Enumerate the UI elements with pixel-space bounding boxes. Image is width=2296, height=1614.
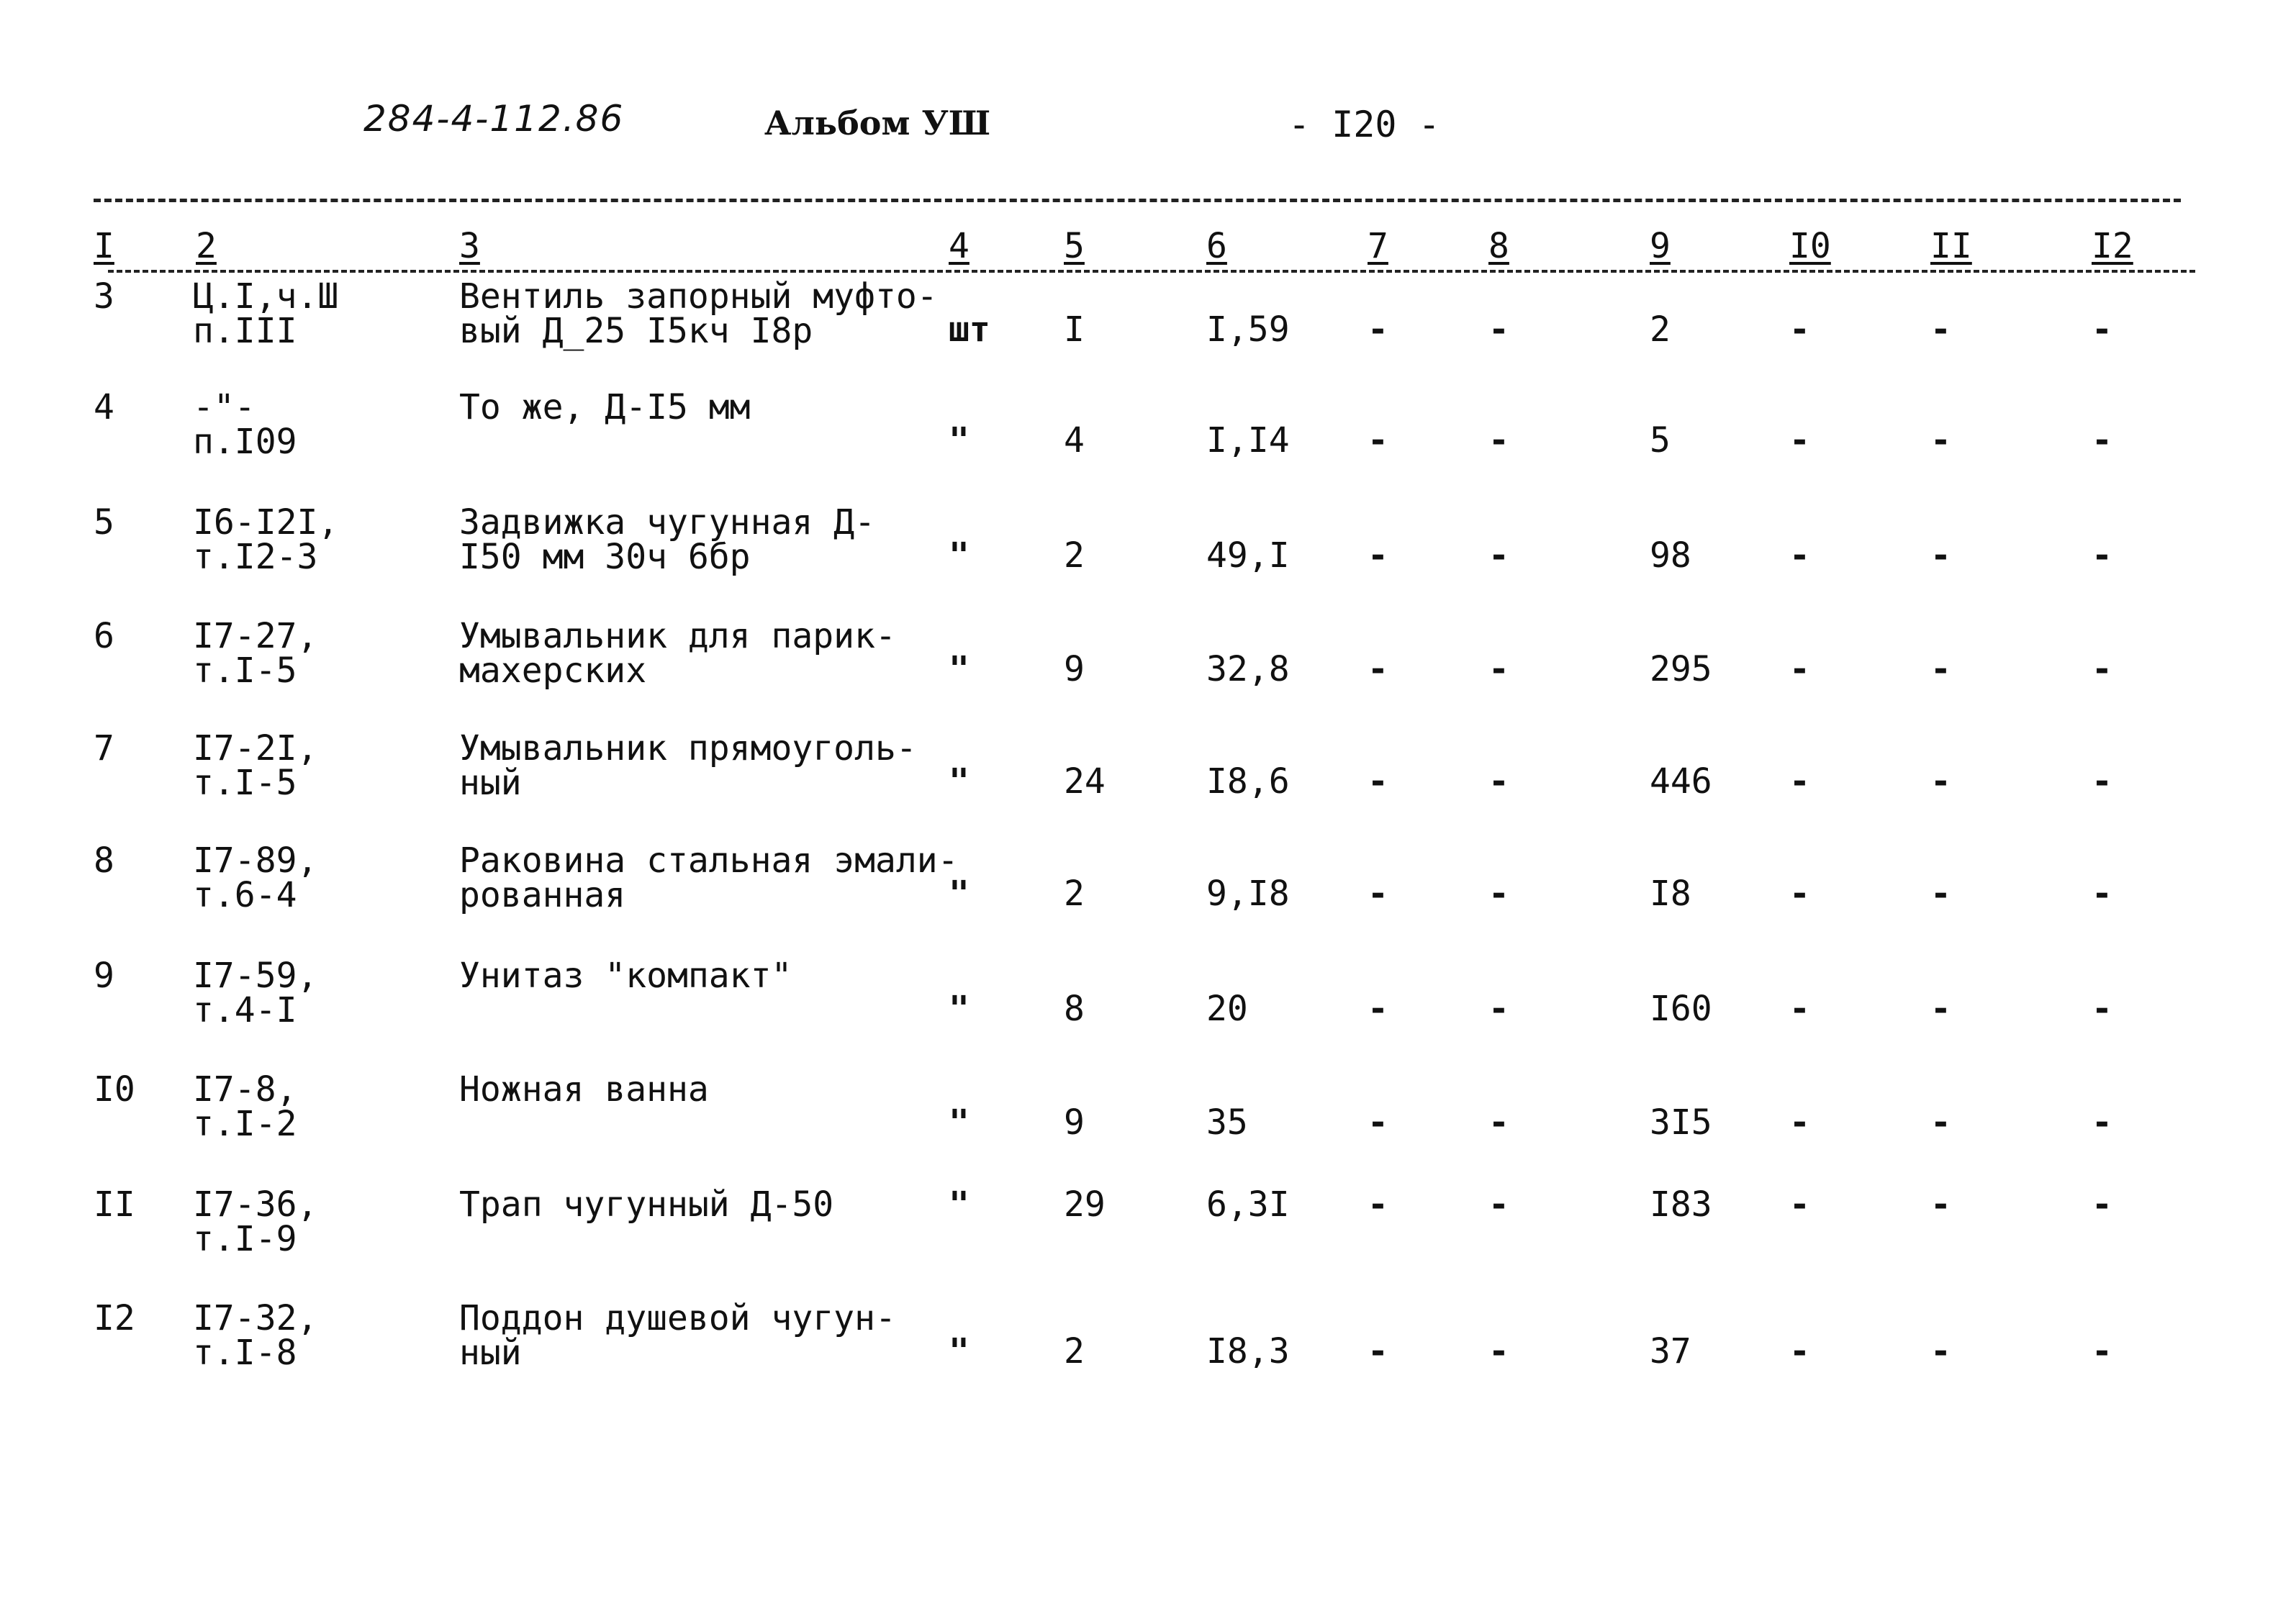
col8-cell: - [1488,761,1509,802]
row-number: I0 [94,1069,135,1110]
name-line-1: Задвижка чугунная Д- [459,502,875,543]
table-row [0,502,2296,613]
col11-cell: - [1930,761,1951,802]
col7-cell: - [1368,989,1388,1029]
reference-line-2: п.I09 [193,422,297,462]
reference-cell [193,1069,297,1144]
name-cell [459,1184,834,1225]
col11-cell: - [1930,420,1951,461]
unit-cell: " [949,1184,970,1225]
col9-cell: 3I5 [1650,1102,1712,1143]
reference-line-2: п.III [193,311,297,351]
col9-cell: 98 [1650,535,1691,576]
table-row [0,276,2296,387]
quantity-cell: 4 [1064,420,1085,461]
col8-cell: - [1488,420,1509,461]
table-row [0,616,2296,727]
col8-cell: - [1488,989,1509,1029]
col11-cell: - [1930,989,1951,1029]
reference-line-2: т.4-I [193,990,297,1030]
col12-cell: - [2092,989,2112,1029]
quantity-cell: 2 [1064,1331,1085,1372]
col9-cell: 37 [1650,1331,1691,1372]
col8-cell: - [1488,1331,1509,1372]
column-number: I0 [1789,226,1831,266]
column-number: 8 [1488,226,1509,266]
column-number: 3 [459,226,480,266]
col10-cell: - [1789,309,1810,350]
reference-cell [193,502,339,577]
page-number: - I20 - [1288,104,1440,145]
quantity-cell: 2 [1064,874,1085,914]
reference-line-1: I7-8, [193,1069,297,1110]
col8-cell: - [1488,309,1509,350]
name-cell [459,728,917,803]
row-number: II [94,1184,135,1225]
table-row [0,387,2296,498]
reference-cell [193,840,318,915]
col7-cell: - [1368,309,1388,350]
col9-cell: I8 [1650,874,1691,914]
row-number: 5 [94,502,114,543]
col10-cell: - [1789,874,1810,914]
name-line-2: махерских [459,650,647,691]
col9-cell: 295 [1650,649,1712,689]
col11-cell: - [1930,1102,1951,1143]
row-number: I2 [94,1298,135,1338]
unit-cell: " [949,649,970,689]
col10-cell: - [1789,1331,1810,1372]
name-line-1: Умывальник прямоуголь- [459,728,917,769]
name-line-2: Ножная ванна [459,1069,709,1110]
unit-cell: " [949,1331,970,1372]
mass-cell: 49,I [1206,535,1290,576]
col10-cell: - [1789,420,1810,461]
col12-cell: - [2092,1331,2112,1372]
col10-cell: - [1789,761,1810,802]
column-number: 5 [1064,226,1085,266]
col12-cell: - [2092,420,2112,461]
name-line-2: ный [459,763,522,803]
name-line-2: То же, Д-I5 мм [459,387,751,427]
reference-line-1: I7-59, [193,956,318,996]
name-line-2: рованная [459,875,626,915]
column-number: I [94,226,114,266]
col11-cell: - [1930,649,1951,689]
col7-cell: - [1368,535,1388,576]
name-line-2: Унитаз "компакт" [459,956,792,996]
unit-cell: " [949,420,970,461]
document-code: 284-4-112.86 [363,98,625,140]
reference-cell [193,1184,318,1259]
quantity-cell: 9 [1064,649,1085,689]
name-line-1: Поддон душевой чугун- [459,1298,896,1338]
column-number: 2 [196,226,217,266]
col7-cell: - [1368,1331,1388,1372]
reference-line-2: т.6-4 [193,875,297,915]
quantity-cell: 24 [1064,761,1106,802]
reference-line-1: I6-I2I, [193,502,339,543]
name-cell [459,840,959,915]
quantity-cell: I [1064,309,1085,350]
col7-cell: - [1368,1184,1388,1225]
reference-line-1: I7-32, [193,1298,318,1338]
unit-cell: " [949,989,970,1029]
album-title: Альбом УШ [764,104,991,142]
row-number: 4 [94,387,114,427]
col10-cell: - [1789,535,1810,576]
name-cell [459,1069,709,1110]
reference-line-2: т.I-9 [193,1219,297,1259]
reference-line-1: Ц.I,ч.Ш [193,276,339,317]
name-line-2: вый Д_25 I5кч I8р [459,311,813,351]
mass-cell: 20 [1206,989,1248,1029]
reference-cell [193,616,318,691]
col11-cell: - [1930,874,1951,914]
mass-cell: 35 [1206,1102,1248,1143]
col11-cell: - [1930,1184,1951,1225]
row-number: 7 [94,728,114,769]
quantity-cell: 9 [1064,1102,1085,1143]
reference-line-2: т.I-2 [193,1104,297,1144]
name-cell [459,387,751,427]
col10-cell: - [1789,1102,1810,1143]
col11-cell: - [1930,1331,1951,1372]
mass-cell: I8,6 [1206,761,1290,802]
col11-cell: - [1930,309,1951,350]
quantity-cell: 29 [1064,1184,1106,1225]
col12-cell: - [2092,761,2112,802]
column-number: II [1930,226,1972,266]
row-number: 9 [94,956,114,996]
reference-cell [193,728,318,803]
col8-cell: - [1488,1184,1509,1225]
mass-cell: 32,8 [1206,649,1290,689]
reference-line-2: т.I-5 [193,763,297,803]
reference-line-1: I7-36, [193,1184,318,1225]
reference-line-1: -"- [193,387,256,427]
unit-cell: шт [949,309,990,350]
mass-cell: 9,I8 [1206,874,1290,914]
name-line-1: Раковина стальная эмали- [459,840,959,881]
col12-cell: - [2092,309,2112,350]
column-number: 9 [1650,226,1671,266]
mass-cell: 6,3I [1206,1184,1290,1225]
quantity-cell: 2 [1064,535,1085,576]
table-row [0,1298,2296,1409]
col12-cell: - [2092,1102,2112,1143]
col11-cell: - [1930,535,1951,576]
reference-line-1: I7-27, [193,616,318,656]
row-number: 6 [94,616,114,656]
unit-cell: " [949,874,970,914]
reference-cell [193,1298,318,1373]
col9-cell: 2 [1650,309,1671,350]
col7-cell: - [1368,761,1388,802]
column-number: 7 [1368,226,1388,266]
column-number: I2 [2092,226,2133,266]
unit-cell: " [949,1102,970,1143]
name-cell [459,956,792,996]
table-row [0,1069,2296,1180]
row-number: 8 [94,840,114,881]
reference-cell [193,387,297,462]
table-row [0,728,2296,839]
col7-cell: - [1368,420,1388,461]
name-line-1: Вентиль запорный муфто- [459,276,938,317]
column-number: 6 [1206,226,1227,266]
col7-cell: - [1368,649,1388,689]
unit-cell: " [949,535,970,576]
name-cell [459,1298,896,1373]
name-cell [459,616,896,691]
mass-cell: I,I4 [1206,420,1290,461]
mass-cell: I,59 [1206,309,1290,350]
table-row [0,1184,2296,1295]
reference-line-2: т.I-8 [193,1333,297,1373]
col9-cell: 5 [1650,420,1671,461]
col7-cell: - [1368,1102,1388,1143]
col9-cell: I83 [1650,1184,1712,1225]
reference-line-2: т.I-5 [193,650,297,691]
name-line-2: I50 мм 30ч 6бр [459,537,751,577]
col12-cell: - [2092,649,2112,689]
col10-cell: - [1789,1184,1810,1225]
quantity-cell: 8 [1064,989,1085,1029]
col10-cell: - [1789,989,1810,1029]
column-number: 4 [949,226,970,266]
col10-cell: - [1789,649,1810,689]
name-cell [459,276,938,351]
name-line-1: Умывальник для парик- [459,616,896,656]
unit-cell: " [949,761,970,802]
col8-cell: - [1488,1102,1509,1143]
name-line-2: ный [459,1333,522,1373]
reference-line-1: I7-89, [193,840,318,881]
reference-line-2: т.I2-3 [193,537,318,577]
reference-cell [193,276,339,351]
col8-cell: - [1488,874,1509,914]
col8-cell: - [1488,649,1509,689]
name-line-1: Трап чугунный Д-50 [459,1184,834,1225]
mass-cell: I8,3 [1206,1331,1290,1372]
col12-cell: - [2092,535,2112,576]
name-cell [459,502,875,577]
table-row [0,840,2296,951]
reference-cell [193,958,317,1028]
row-number: 3 [94,276,114,317]
col12-cell: - [2092,874,2112,914]
col9-cell: 446 [1650,761,1712,802]
reference-line-1: I7-2I, [193,728,318,769]
col9-cell: I60 [1650,989,1712,1029]
col7-cell: - [1368,874,1388,914]
table-row [0,958,2296,1066]
col8-cell: - [1488,535,1509,576]
col12-cell: - [2092,1184,2112,1225]
